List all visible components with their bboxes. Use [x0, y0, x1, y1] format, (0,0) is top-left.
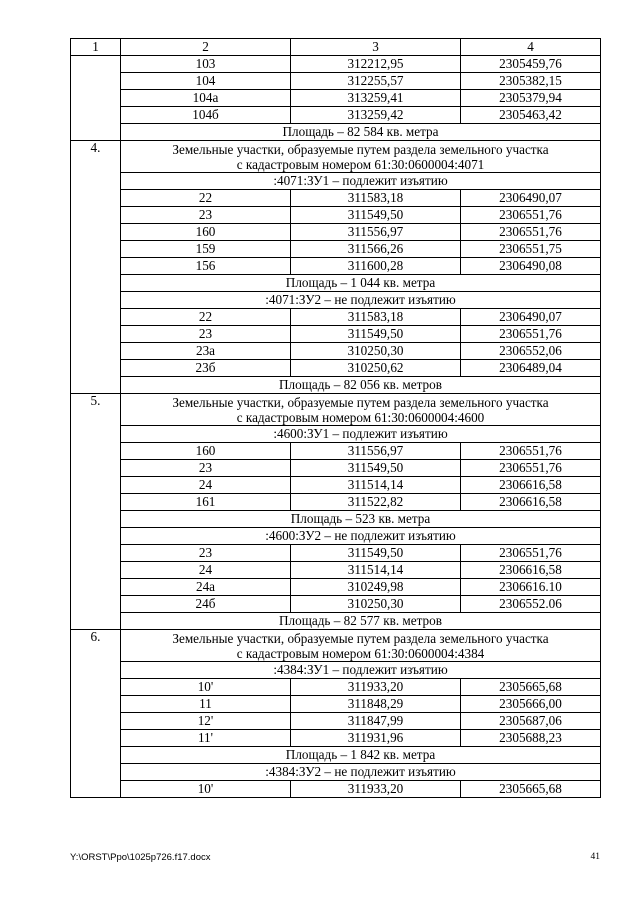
point-number-cell: 11 — [121, 696, 291, 713]
x-coordinate-cell: 310250,30 — [291, 596, 461, 613]
point-number-cell: 156 — [121, 258, 291, 275]
parcel-label: :4071:ЗУ1 – подлежит изъятию — [121, 173, 601, 190]
y-coordinate-cell: 2306551,76 — [461, 460, 601, 477]
x-coordinate-cell: 310250,62 — [291, 360, 461, 377]
point-number-cell: 160 — [121, 443, 291, 460]
point-number-cell: 161 — [121, 494, 291, 511]
point-number-cell: 24 — [121, 477, 291, 494]
area-total-row — [71, 613, 601, 630]
x-coordinate-cell: 311600,28 — [291, 258, 461, 275]
x-coordinate-cell: 311514,14 — [291, 562, 461, 579]
point-number-cell: 103 — [121, 56, 291, 73]
section-title-line: Земельные участки, образуемые путем раздела земельного участка — [172, 630, 549, 646]
y-coordinate-cell: 2306552.06 — [461, 596, 601, 613]
section-title-row — [71, 141, 601, 173]
parcel-label-row — [71, 662, 601, 679]
table-row — [71, 107, 601, 124]
cadastral-number-line: с кадастровым номером 61:30:0600004:4600 — [236, 409, 485, 425]
table-row — [71, 326, 601, 343]
table-row — [71, 90, 601, 107]
table-row — [71, 679, 601, 696]
table-row — [71, 460, 601, 477]
y-coordinate-cell: 2305463,42 — [461, 107, 601, 124]
point-number-cell: 12' — [121, 713, 291, 730]
column-header: 4 — [461, 39, 601, 56]
x-coordinate-cell: 313259,41 — [291, 90, 461, 107]
x-coordinate-cell: 311549,50 — [291, 545, 461, 562]
table-row — [71, 443, 601, 460]
y-coordinate-cell: 2305665,68 — [461, 679, 601, 696]
x-coordinate-cell: 311848,29 — [291, 696, 461, 713]
point-number-cell: 23б — [121, 360, 291, 377]
point-number-cell: 104б — [121, 107, 291, 124]
area-total: Площадь – 1 044 кв. метра — [121, 275, 601, 292]
y-coordinate-cell: 2306616,58 — [461, 477, 601, 494]
column-header: 3 — [291, 39, 461, 56]
table-header-row — [71, 39, 601, 56]
coordinates-table — [70, 38, 601, 798]
y-coordinate-cell: 2306551,76 — [461, 326, 601, 343]
x-coordinate-cell: 311556,97 — [291, 443, 461, 460]
y-coordinate-cell: 2305687,06 — [461, 713, 601, 730]
x-coordinate-cell: 311933,20 — [291, 679, 461, 696]
x-coordinate-cell: 311847,99 — [291, 713, 461, 730]
point-number-cell: 23 — [121, 326, 291, 343]
point-number-cell: 23 — [121, 207, 291, 224]
cadastral-number-line: с кадастровым номером 61:30:0600004:4071 — [236, 156, 485, 172]
section-number: 5. — [71, 394, 121, 630]
table-row — [71, 56, 601, 73]
point-number-cell: 159 — [121, 241, 291, 258]
section-title — [121, 141, 601, 173]
y-coordinate-cell: 2306551,76 — [461, 443, 601, 460]
table-row — [71, 241, 601, 258]
point-number-cell: 22 — [121, 309, 291, 326]
table-row — [71, 545, 601, 562]
point-number-cell: 24б — [121, 596, 291, 613]
parcel-label-row — [71, 173, 601, 190]
cadastral-number-line: с кадастровым номером 61:30:0600004:4384 — [236, 645, 485, 661]
table-row — [71, 730, 601, 747]
section-number: 4. — [71, 141, 121, 394]
x-coordinate-cell: 311583,18 — [291, 190, 461, 207]
y-coordinate-cell: 2306551,76 — [461, 207, 601, 224]
x-coordinate-cell: 311522,82 — [291, 494, 461, 511]
section-title-row — [71, 394, 601, 426]
y-coordinate-cell: 2306551,76 — [461, 224, 601, 241]
table-row — [71, 477, 601, 494]
column-header: 1 — [71, 39, 121, 56]
section-number-cell — [71, 56, 121, 141]
parcel-label-row — [71, 426, 601, 443]
x-coordinate-cell: 311514,14 — [291, 477, 461, 494]
x-coordinate-cell: 311566,26 — [291, 241, 461, 258]
point-number-cell: 11' — [121, 730, 291, 747]
table-row — [71, 713, 601, 730]
y-coordinate-cell: 2306616,58 — [461, 494, 601, 511]
column-header: 2 — [121, 39, 291, 56]
point-number-cell: 10' — [121, 679, 291, 696]
y-coordinate-cell: 2306489,04 — [461, 360, 601, 377]
table-row — [71, 73, 601, 90]
y-coordinate-cell: 2305382,15 — [461, 73, 601, 90]
area-total-row — [71, 275, 601, 292]
y-coordinate-cell: 2305379,94 — [461, 90, 601, 107]
parcel-label-row — [71, 292, 601, 309]
area-total: Площадь – 82 056 кв. метров — [121, 377, 601, 394]
footer-file-path: Y:\ORST\Ppo\1025p726.f17.docx — [70, 852, 211, 863]
x-coordinate-cell: 311549,50 — [291, 460, 461, 477]
table-row — [71, 343, 601, 360]
table-row — [71, 360, 601, 377]
x-coordinate-cell: 312255,57 — [291, 73, 461, 90]
y-coordinate-cell: 2305688,23 — [461, 730, 601, 747]
area-total: Площадь – 82 577 кв. метров — [121, 613, 601, 630]
x-coordinate-cell: 311583,18 — [291, 309, 461, 326]
parcel-label-row — [71, 528, 601, 545]
y-coordinate-cell: 2306551,76 — [461, 545, 601, 562]
point-number-cell: 23 — [121, 460, 291, 477]
point-number-cell: 104 — [121, 73, 291, 90]
table-row — [71, 494, 601, 511]
table-row — [71, 781, 601, 798]
parcel-label-row — [71, 764, 601, 781]
parcel-label: :4600:ЗУ1 – подлежит изъятию — [121, 426, 601, 443]
point-number-cell: 10' — [121, 781, 291, 798]
y-coordinate-cell: 2305666,00 — [461, 696, 601, 713]
x-coordinate-cell: 311556,97 — [291, 224, 461, 241]
x-coordinate-cell: 310250,30 — [291, 343, 461, 360]
area-total: Площадь – 523 кв. метра — [121, 511, 601, 528]
table-row — [71, 596, 601, 613]
x-coordinate-cell: 310249,98 — [291, 579, 461, 596]
area-total-row — [71, 124, 601, 141]
table-row — [71, 696, 601, 713]
y-coordinate-cell: 2306616.10 — [461, 579, 601, 596]
x-coordinate-cell: 311549,50 — [291, 326, 461, 343]
table-row — [71, 309, 601, 326]
y-coordinate-cell: 2305459,76 — [461, 56, 601, 73]
x-coordinate-cell: 313259,42 — [291, 107, 461, 124]
table-row — [71, 190, 601, 207]
y-coordinate-cell: 2306552,06 — [461, 343, 601, 360]
parcel-label: :4071:ЗУ2 – не подлежит изъятию — [121, 292, 601, 309]
section-title-line: Земельные участки, образуемые путем раздела земельного участка — [172, 394, 549, 410]
table-row — [71, 258, 601, 275]
area-total-row — [71, 377, 601, 394]
y-coordinate-cell: 2306490,08 — [461, 258, 601, 275]
point-number-cell: 160 — [121, 224, 291, 241]
section-title-row — [71, 630, 601, 662]
area-total-row — [71, 511, 601, 528]
page-number: 41 — [590, 852, 600, 862]
x-coordinate-cell: 311931,96 — [291, 730, 461, 747]
table-row — [71, 224, 601, 241]
table-row — [71, 562, 601, 579]
point-number-cell: 23а — [121, 343, 291, 360]
point-number-cell: 24а — [121, 579, 291, 596]
section-number: 6. — [71, 630, 121, 798]
point-number-cell: 104а — [121, 90, 291, 107]
area-total-row — [71, 747, 601, 764]
section-title — [121, 630, 601, 662]
x-coordinate-cell: 311933,20 — [291, 781, 461, 798]
point-number-cell: 23 — [121, 545, 291, 562]
y-coordinate-cell: 2306551,75 — [461, 241, 601, 258]
parcel-label: :4384:ЗУ1 – подлежит изъятию — [121, 662, 601, 679]
area-total: Площадь – 82 584 кв. метра — [121, 124, 601, 141]
point-number-cell: 24 — [121, 562, 291, 579]
y-coordinate-cell: 2306616,58 — [461, 562, 601, 579]
section-title — [121, 394, 601, 426]
y-coordinate-cell: 2305665,68 — [461, 781, 601, 798]
y-coordinate-cell: 2306490,07 — [461, 190, 601, 207]
table-row — [71, 579, 601, 596]
area-total: Площадь – 1 842 кв. метра — [121, 747, 601, 764]
x-coordinate-cell: 312212,95 — [291, 56, 461, 73]
parcel-label: :4384:ЗУ2 – не подлежит изъятию — [121, 764, 601, 781]
x-coordinate-cell: 311549,50 — [291, 207, 461, 224]
point-number-cell: 22 — [121, 190, 291, 207]
table-row — [71, 207, 601, 224]
parcel-label: :4600:ЗУ2 – не подлежит изъятию — [121, 528, 601, 545]
section-title-line: Земельные участки, образуемые путем раздела земельного участка — [172, 141, 549, 157]
y-coordinate-cell: 2306490,07 — [461, 309, 601, 326]
